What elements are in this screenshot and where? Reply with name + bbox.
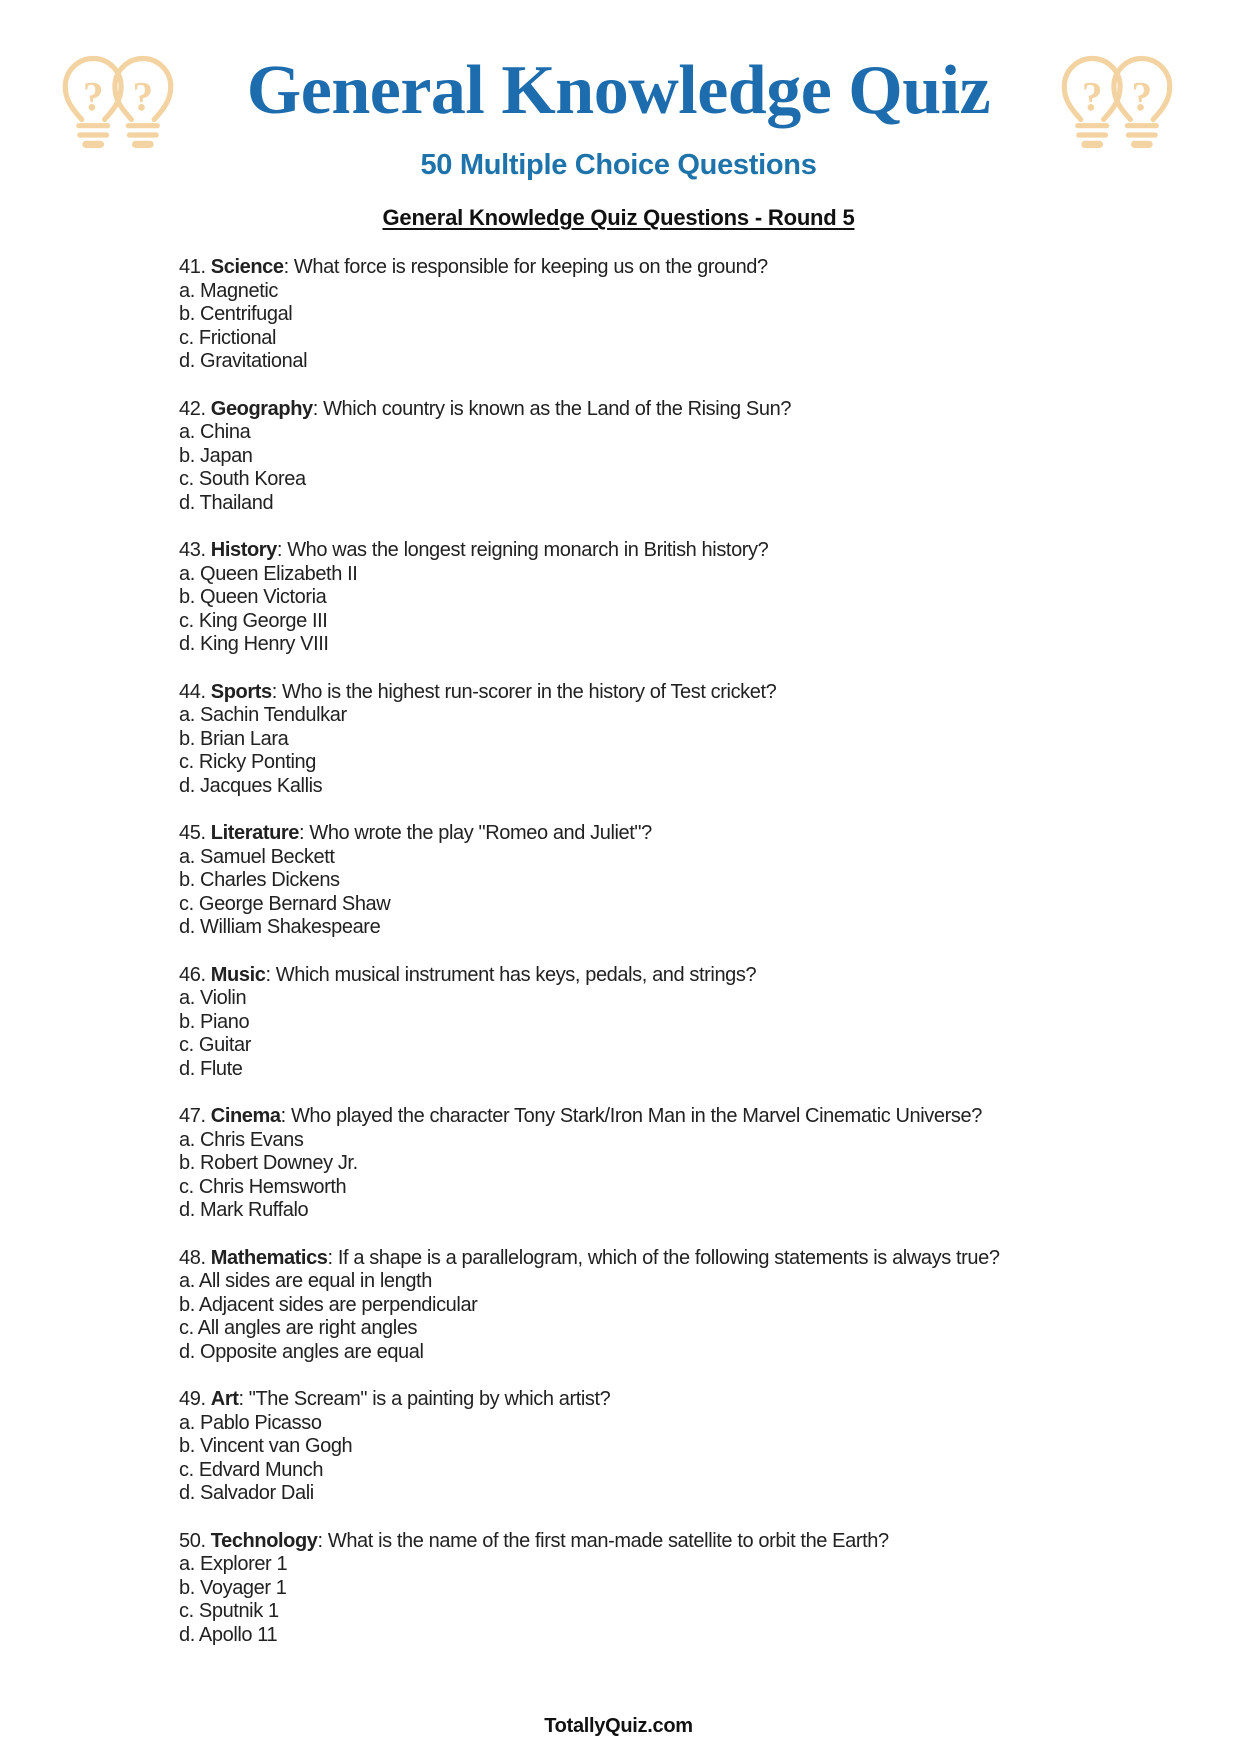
- question-mark-glyph: ?: [1131, 73, 1153, 120]
- option-item: d. Mark Ruffalo: [179, 1199, 309, 1221]
- option-item: c. King George III: [179, 609, 328, 632]
- question-body: : Who was the longest reigning monarch in British history?: [276, 539, 769, 561]
- option-item: d. King Henry VIII: [179, 633, 329, 655]
- lightbulb-question-icon: [1056, 54, 1178, 154]
- question-number: 48.: [179, 1246, 206, 1269]
- question-number: 50.: [179, 1529, 206, 1552]
- option-item: a. Magnetic: [179, 279, 278, 302]
- option-item: d. Gravitational: [179, 350, 308, 372]
- question-block: [179, 1247, 1197, 1365]
- question-mark-glyph: ?: [132, 73, 154, 120]
- question-body: : What force is responsible for keeping us on the ground?: [283, 256, 768, 278]
- question-block: [179, 539, 1197, 657]
- option-item: c. Ricky Ponting: [179, 751, 316, 773]
- question-text: [179, 681, 1197, 705]
- question-category: Cinema: [210, 1105, 281, 1127]
- question-block: [179, 256, 1197, 374]
- question-category: Geography: [210, 397, 313, 420]
- question-number: 43.: [179, 539, 206, 561]
- question-body: : Which musical instrument has keys, pedals, and strings?: [265, 963, 757, 986]
- option-item: d. Opposite angles are equal: [179, 1340, 424, 1363]
- question-number: 49.: [179, 1388, 206, 1410]
- option-item: c. Edvard Munch: [179, 1458, 324, 1481]
- quiz-subtitle: 50 Multiple Choice Questions: [420, 149, 817, 181]
- question-number: 44.: [179, 680, 206, 703]
- option-item: b. Japan: [179, 444, 253, 467]
- option-item: d. Thailand: [179, 491, 274, 514]
- option-item: a. Queen Elizabeth II: [179, 562, 358, 585]
- question-category: Sports: [210, 680, 272, 703]
- option-item: a. Samuel Beckett: [179, 845, 335, 868]
- question-category: History: [210, 539, 277, 561]
- option-item: d. Apollo 11: [179, 1623, 278, 1646]
- option-item: c. George Bernard Shaw: [179, 892, 391, 915]
- question-block: [179, 1105, 1197, 1223]
- question-text: [179, 398, 1197, 422]
- question-text: [179, 822, 1197, 846]
- question-category: Science: [210, 256, 284, 278]
- question-block: [179, 964, 1197, 1082]
- option-item: b. Piano: [179, 1010, 250, 1033]
- question-category: Art: [210, 1388, 239, 1410]
- option-item: a. Violin: [179, 987, 247, 1009]
- question-block: [179, 398, 1197, 516]
- option-item: c. South Korea: [179, 468, 306, 490]
- option-item: b. Voyager 1: [179, 1576, 287, 1599]
- option-item: b. Charles Dickens: [179, 869, 340, 891]
- quiz-title: General Knowledge Quiz: [246, 52, 991, 129]
- round-heading: General Knowledge Quiz Questions - Round 5: [382, 205, 855, 230]
- question-category: Mathematics: [210, 1246, 328, 1269]
- question-text: [179, 256, 1197, 280]
- question-category: Technology: [210, 1529, 318, 1552]
- question-body: : Which country is known as the Land of the Rising Sun?: [312, 397, 792, 420]
- question-body: : What is the name of the first man-made satellite to orbit the Earth?: [317, 1529, 889, 1552]
- option-item: a. Pablo Picasso: [179, 1411, 322, 1434]
- option-item: d. Flute: [179, 1057, 243, 1080]
- question-body: : "The Scream" is a painting by which artist?: [238, 1388, 611, 1410]
- question-number: 41.: [179, 256, 206, 278]
- option-item: c. Sputnik 1: [179, 1600, 279, 1622]
- question-text: [179, 1247, 1197, 1271]
- question-text: [179, 539, 1197, 563]
- option-item: c. Chris Hemsworth: [179, 1175, 347, 1198]
- option-item: a. All sides are equal in length: [179, 1270, 432, 1292]
- option-item: d. William Shakespeare: [179, 916, 381, 938]
- option-item: d. Jacques Kallis: [179, 774, 323, 797]
- option-item: a. Explorer 1: [179, 1553, 288, 1575]
- option-item: b. Robert Downey Jr.: [179, 1152, 358, 1174]
- question-mark-glyph: ?: [1081, 73, 1103, 120]
- question-category: Literature: [210, 822, 300, 844]
- question-number: 47.: [179, 1105, 206, 1127]
- question-text: [179, 1388, 1197, 1412]
- question-body: : Who played the character Tony Stark/Iron Man in the Marvel Cinematic Universe?: [280, 1105, 982, 1127]
- question-text: [179, 1105, 1197, 1129]
- option-item: d. Salvador Dali: [179, 1482, 314, 1504]
- option-item: a. Chris Evans: [179, 1128, 304, 1151]
- question-block: [179, 822, 1197, 940]
- option-item: b. Adjacent sides are perpendicular: [179, 1293, 478, 1316]
- question-body: : If a shape is a parallelogram, which of the following statements is always true?: [327, 1246, 1000, 1269]
- question-body: : Who is the highest run-scorer in the history of Test cricket?: [271, 680, 777, 703]
- option-item: c. Guitar: [179, 1034, 251, 1056]
- question-number: 42.: [179, 397, 206, 420]
- option-item: b. Queen Victoria: [179, 586, 327, 608]
- question-block: [179, 1530, 1197, 1648]
- option-item: b. Centrifugal: [179, 303, 293, 325]
- questions-list: [179, 256, 1197, 1671]
- option-item: c. Frictional: [179, 326, 277, 349]
- question-mark-glyph: ?: [82, 73, 104, 120]
- question-body: : Who wrote the play "Romeo and Juliet"?: [299, 822, 652, 844]
- footer-site-name: TotallyQuiz.com: [544, 1715, 693, 1737]
- question-text: [179, 1530, 1197, 1554]
- option-item: a. China: [179, 421, 251, 443]
- question-block: [179, 681, 1197, 799]
- option-item: a. Sachin Tendulkar: [179, 704, 347, 726]
- question-number: 46.: [179, 963, 206, 986]
- option-item: c. All angles are right angles: [179, 1317, 418, 1339]
- option-item: b. Brian Lara: [179, 727, 289, 750]
- question-text: [179, 964, 1197, 988]
- question-category: Music: [210, 963, 266, 986]
- question-block: [179, 1388, 1197, 1506]
- option-item: b. Vincent van Gogh: [179, 1435, 353, 1457]
- question-number: 45.: [179, 822, 206, 844]
